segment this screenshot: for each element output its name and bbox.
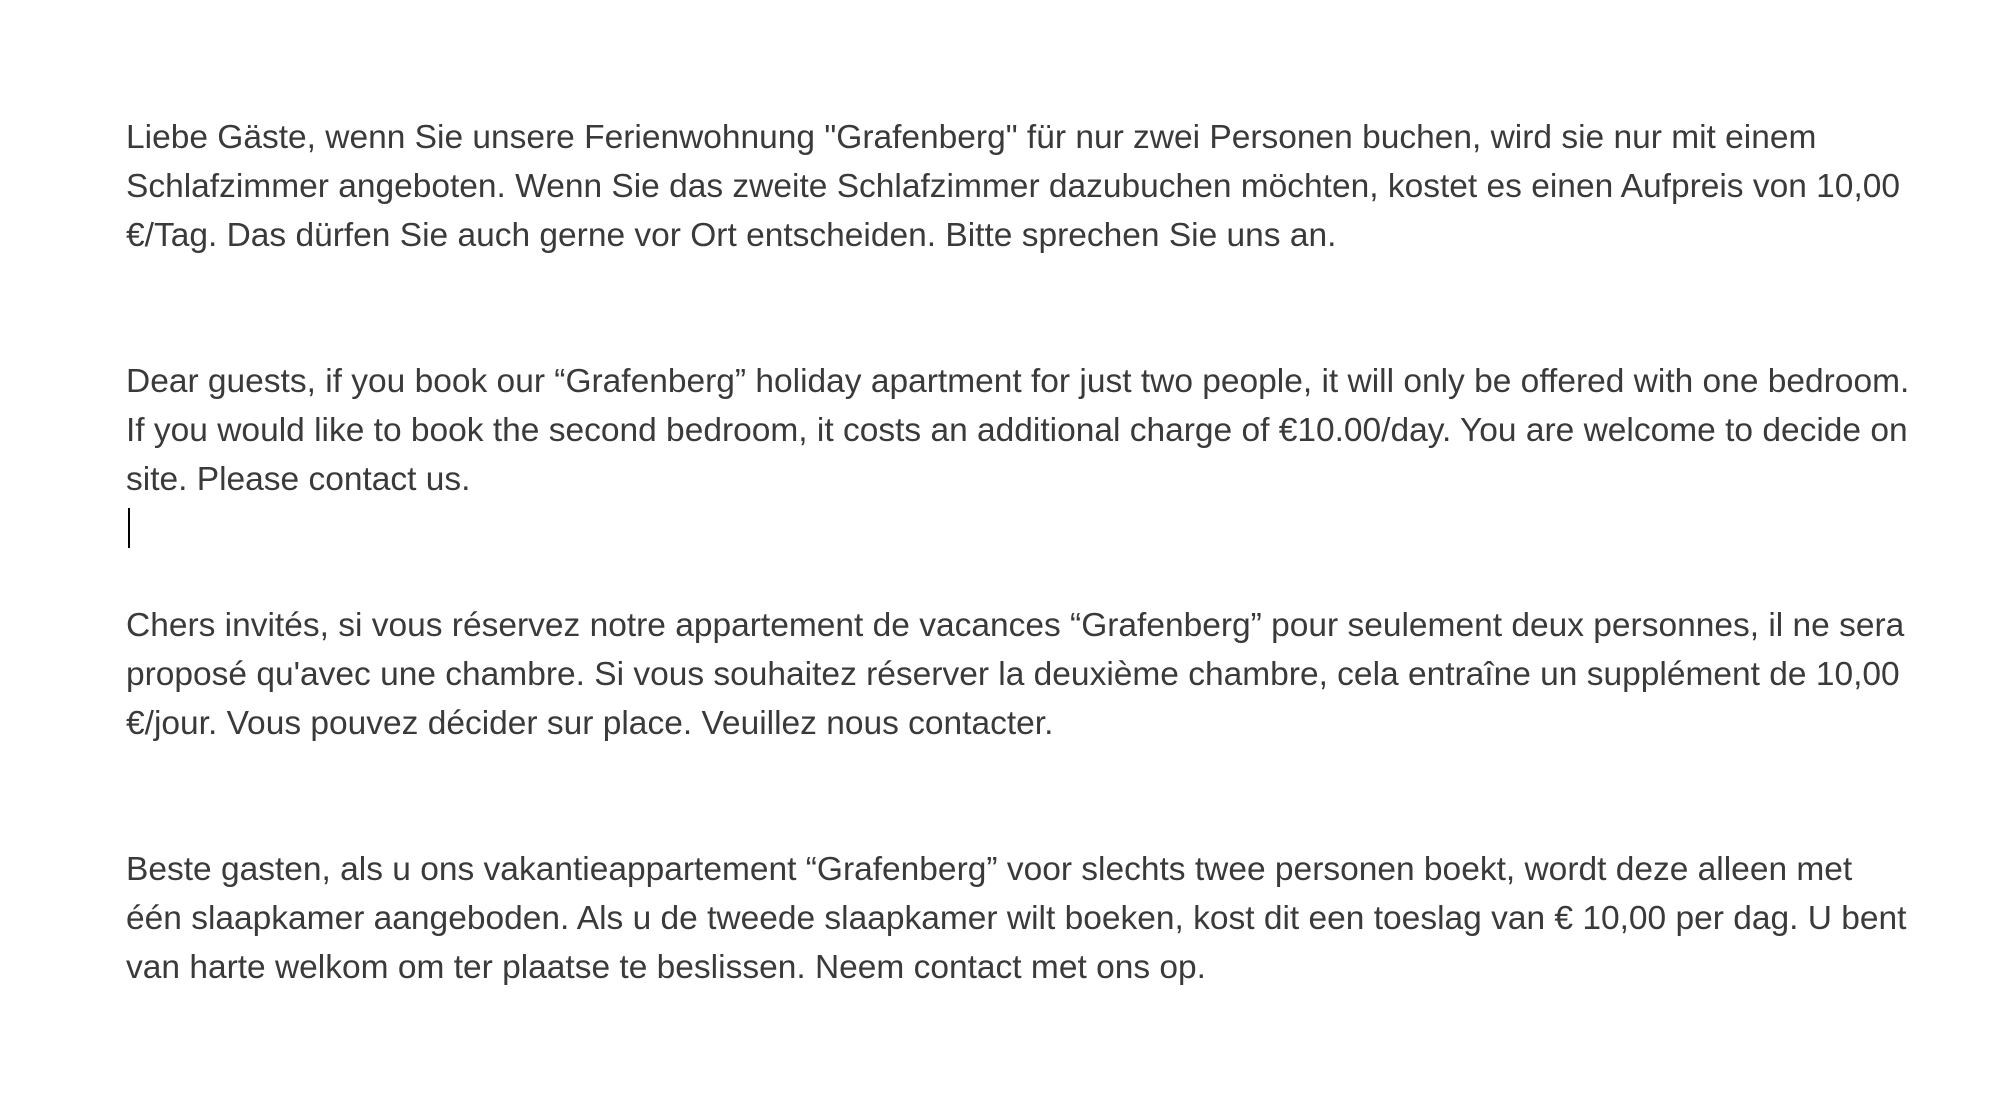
- paragraph-dutch[interactable]: Beste gasten, als u ons vakantieappartement “Grafenberg” voor slechts twee personen boekt, wordt deze alleen met één slaapkamer aangeboden. Als u de tweede slaapkamer wilt boeken, kost dit een toeslag van € 10,00 per dag. U bent van harte welkom om ter plaatse te beslissen. Neem contact met ons op.: [126, 851, 1907, 986]
- text-cursor: [128, 508, 130, 548]
- paragraph-german[interactable]: Liebe Gäste, wenn Sie unsere Ferienwohnung "Grafenberg" für nur zwei Personen buchen, wird sie nur mit einem Schlafzimmer angeboten. Wenn Sie das zweite Schlafzimmer dazubuchen möchten, kostet es einen Aufpreis von 10,00 €/Tag. Das dürfen Sie auch gerne vor Ort entscheiden. Bitte sprechen Sie uns an.: [126, 119, 1901, 254]
- paragraph-english[interactable]: Dear guests, if you book our “Grafenberg” holiday apartment for just two people, it will only be offered with one bedroom. If you would like to book the second bedroom, it costs an additional charge of €10.00/day. You are welcome to decide on site. Please contact us.: [126, 363, 1910, 498]
- paragraph-french[interactable]: Chers invités, si vous réservez notre appartement de vacances “Grafenberg” pour seulement deux personnes, il ne sera proposé qu'avec une chambre. Si vous souhaitez réserver la deuxième chambre, cela entraîne un supplément de 10,00 €/jour. Vous pouvez décider sur place. Veuillez nous contacter.: [126, 607, 1905, 742]
